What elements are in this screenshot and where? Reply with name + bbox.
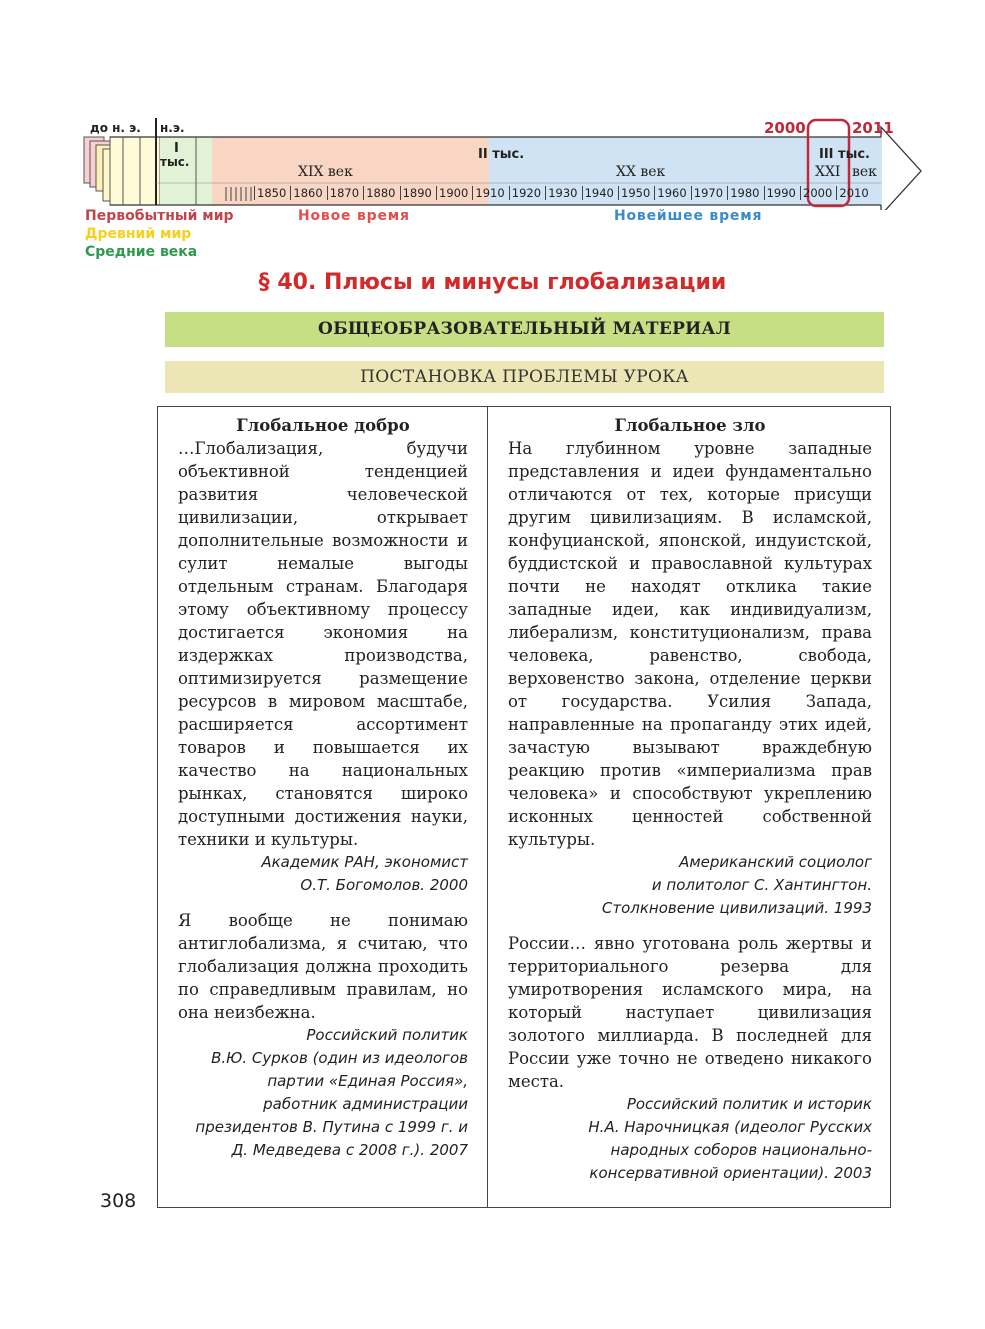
- decade-label-1890: 1890: [400, 186, 432, 200]
- era-ancient: Древний мир: [85, 226, 192, 242]
- first-millennium-label: тыс.: [160, 155, 190, 169]
- general-material-band: ОБЩЕОБРАЗОВАТЕЛЬНЫЙ МАТЕРИАЛ: [165, 312, 884, 347]
- huntington-attribution-line-3: Столкновение цивилизаций. 1993: [601, 899, 872, 917]
- bogomolov-quote: …Глобализация, будучи объективной тенденцией развития человеческой цивилизации, открывает дополнительные возможности и сулит немалые выгоды отдельным странам. Благодаря этому объективному процессу достигается экономия на издержках производства, оптимизируется размещение ресурсов в мировом масштабе, расширяется ассортимент товаров и повышается их качество на национальных рынках, становятся широко доступными достижения науки, техники и культуры.: [178, 439, 468, 849]
- page-number: 308: [100, 1190, 137, 1212]
- decade-label-1930: 1930: [545, 186, 577, 200]
- decade-label-2000: 2000: [800, 186, 832, 200]
- decade-label-1880: 1880: [363, 186, 395, 200]
- bogomolov-attribution-line-1: Академик РАН, экономист: [261, 853, 468, 871]
- surkov-attribution-line-2: В.Ю. Сурков (один из идеологов партии «Единая Россия»,: [211, 1049, 468, 1090]
- surkov-quote: Я вообще не понимаю антиглобализма, я считаю, что глобализация должна проходить по справедливым правилам, но она неизбежна.: [178, 911, 468, 1022]
- narochnitskaya-quote: России… явно уготована роль жертвы и территориального резерва для умиротворения исламского мира, на который наступает цивилизация золотого миллиарда. В последней для России уже точно не отведено никакого места.: [508, 934, 872, 1091]
- decade-label-1990: 1990: [764, 186, 796, 200]
- narochnitskaya-attribution-line-1: Российский политик и историк: [626, 1095, 872, 1113]
- era-primitive: Первобытный мир: [85, 208, 234, 224]
- narochnitskaya-attribution-line-2: Н.А. Нарочницкая (идеолог Русских: [588, 1118, 872, 1136]
- ad-label: н.э.: [160, 121, 185, 135]
- huntington-quote: На глубинном уровне западные представления и идеи фундаментально отличаются от тех, которые присущи другим цивилизациям. В исламской, конфуцианской, японской, индуистской, буддистской и православной культурах почти не находят отклика такие западные идеи, как индивидуализм, либерализм, конституционализм, права человека, равенство, свобода, верховенство закона, отделение церкви от государства. Усилия Запада, направленные на пропаганду этих идей, зачастую вызывают враждебную реакцию против «империализма прав человека» и способствуют укреплению исконных ценностей собственной культуры.: [508, 439, 872, 849]
- global-evil-column: [508, 415, 872, 1185]
- history-timeline: [0, 0, 985, 270]
- decade-label-1940: 1940: [582, 186, 614, 200]
- first-millennium-numeral: I: [174, 141, 179, 156]
- century-20-label: XX век: [616, 164, 666, 180]
- global-good-column: [178, 415, 468, 1162]
- decade-label-2010: 2010: [836, 186, 868, 200]
- huntington-attribution-line-2: и политолог С. Хантингтон.: [651, 876, 872, 894]
- surkov-attribution-line-4: Д. Медведева с 2008 г.). 2007: [231, 1141, 468, 1159]
- decade-label-1960: 1960: [654, 186, 686, 200]
- decade-label-1860: 1860: [290, 186, 322, 200]
- ancient-segment: [110, 137, 160, 205]
- global-evil-heading: Глобальное зло: [614, 416, 766, 435]
- decade-label-1900: 1900: [436, 186, 468, 200]
- year-2000-marker: 2000: [764, 119, 806, 137]
- bc-label: до н. э.: [90, 121, 141, 135]
- narochnitskaya-attribution-line-4: консервативной ориентации). 2003: [589, 1164, 872, 1182]
- huntington-attribution-line-1: Американский социолог: [679, 853, 872, 871]
- decade-label-1920: 1920: [509, 186, 541, 200]
- middle-ages-segment: [160, 137, 212, 205]
- decade-label-1950: 1950: [618, 186, 650, 200]
- column-divider: [487, 407, 488, 1207]
- decade-label-1870: 1870: [327, 186, 359, 200]
- narochnitskaya-attribution-line-3: народных соборов национально-: [610, 1141, 872, 1159]
- century-21-label: XXI: [815, 164, 841, 180]
- lesson-problem-band: ПОСТАНОВКА ПРОБЛЕМЫ УРОКА: [165, 361, 884, 393]
- decade-label-1980: 1980: [727, 186, 759, 200]
- era-modern: Новое время: [298, 208, 410, 224]
- second-millennium-label: II тыс.: [478, 147, 525, 162]
- third-millennium-label: III тыс.: [819, 147, 870, 162]
- surkov-attribution-line-3: работник администрации президентов В. Путина с 1999 г. и: [195, 1095, 468, 1136]
- section-title: § 40. Плюсы и минусы глобализации: [258, 270, 727, 295]
- decade-label-1910: 1910: [472, 186, 504, 200]
- quotes-table: [157, 406, 891, 1208]
- century-21-suffix: век: [852, 164, 877, 180]
- bogomolov-attribution-line-2: О.Т. Богомолов. 2000: [300, 876, 468, 894]
- global-good-heading: Глобальное добро: [236, 416, 410, 435]
- decade-label-1850: 1850: [254, 186, 286, 200]
- era-middle-ages: Средние века: [85, 244, 198, 260]
- decade-label-1970: 1970: [691, 186, 723, 200]
- year-2011-marker: 2011: [852, 119, 894, 137]
- surkov-attribution-line-1: Российский политик: [306, 1026, 468, 1044]
- era-contemporary: Новейшее время: [614, 208, 763, 224]
- century-19-label: XIX век: [298, 164, 353, 180]
